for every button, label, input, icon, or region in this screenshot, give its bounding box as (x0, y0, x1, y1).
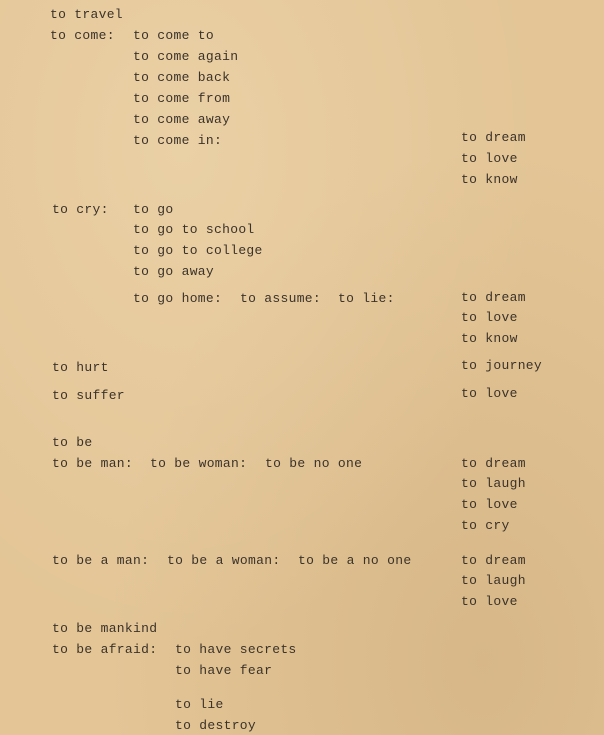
line-to-go-to-school: to go to school (133, 222, 255, 237)
line-to-come-again: to come again (133, 49, 239, 64)
line-to-know-2: to know (461, 331, 518, 346)
line-to-know-1: to know (461, 172, 518, 187)
line-to-go-home: to go home: (133, 291, 223, 306)
line-to-laugh-1: to laugh (461, 476, 526, 491)
line-to-go: to go (133, 202, 174, 217)
line-to-journey: to journey (461, 358, 543, 373)
line-to-cry-colon: to cry: (52, 202, 109, 217)
line-to-come-away: to come away (133, 112, 231, 127)
line-to-love-5: to love (461, 594, 518, 609)
line-to-dream-3: to dream (461, 456, 526, 471)
line-to-lie-colon: to lie: (338, 291, 395, 306)
line-to-come: to come: (50, 28, 115, 43)
line-to-love-2: to love (461, 310, 518, 325)
line-to-hurt: to hurt (52, 360, 109, 375)
line-to-go-to-college: to go to college (133, 243, 263, 258)
line-to-go-away: to go away (133, 264, 215, 279)
line-to-dream-4: to dream (461, 553, 526, 568)
line-to-be-no-one: to be no one (265, 456, 363, 471)
line-to-be-a-woman: to be a woman: (167, 553, 281, 568)
line-to-laugh-2: to laugh (461, 573, 526, 588)
line-to-cry: to cry (461, 518, 510, 533)
line-to-be-a-no-one: to be a no one (298, 553, 412, 568)
line-to-come-back: to come back (133, 70, 231, 85)
line-to-come-in: to come in: (133, 133, 223, 148)
line-to-be-woman: to be woman: (150, 456, 248, 471)
line-to-suffer: to suffer (52, 388, 125, 403)
line-to-assume: to assume: (240, 291, 322, 306)
line-to-lie: to lie (175, 697, 224, 712)
line-to-have-fear: to have fear (175, 663, 273, 678)
line-to-be-a-man: to be a man: (52, 553, 150, 568)
line-to-dream-2: to dream (461, 290, 526, 305)
line-to-come-from: to come from (133, 91, 231, 106)
line-to-be-afraid: to be afraid: (52, 642, 158, 657)
line-to-love-4: to love (461, 497, 518, 512)
line-to-be: to be (52, 435, 93, 450)
line-to-dream-1: to dream (461, 130, 526, 145)
line-to-love-3: to love (461, 386, 518, 401)
line-to-destroy: to destroy (175, 718, 257, 733)
line-to-have-secrets: to have secrets (175, 642, 297, 657)
line-to-be-man: to be man: (52, 456, 134, 471)
line-to-travel: to travel (50, 7, 123, 22)
line-to-be-mankind: to be mankind (52, 621, 158, 636)
line-to-love-1: to love (461, 151, 518, 166)
line-to-come-to: to come to (133, 28, 215, 43)
